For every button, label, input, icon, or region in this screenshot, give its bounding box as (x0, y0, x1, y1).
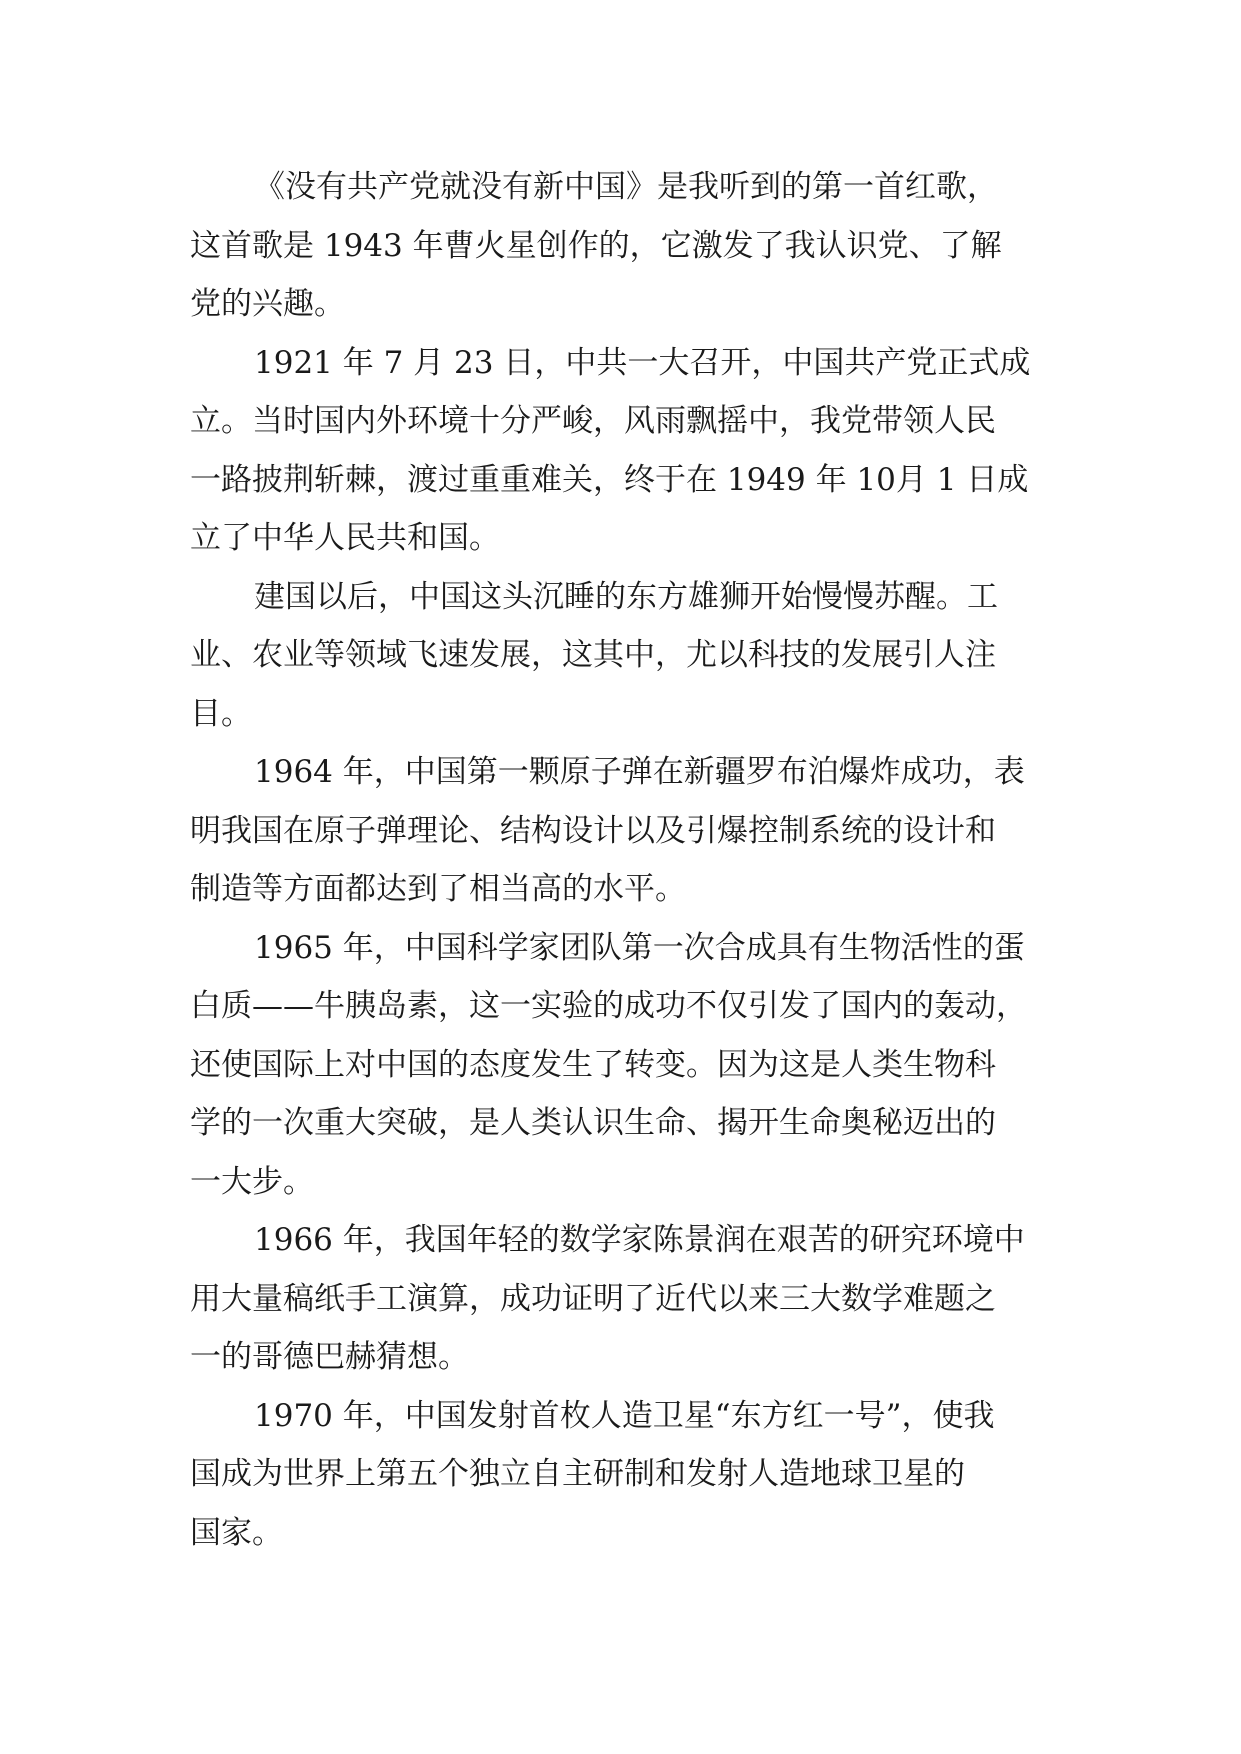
text-line: 一路披荆斩棘，渡过重重难关，终于在 1949 年 10月 1 日成 (190, 461, 1029, 498)
text-line: 制造等方面都达到了相当高的水平。 (190, 871, 686, 907)
paragraph (190, 743, 1052, 919)
text-line: 这首歌是 1943 年曹火星创作的，它激发了我认识党、了解 (190, 227, 1002, 264)
text-line: 1966 年，我国年轻的数学家陈景润在艰苦的研究环境中 (254, 1222, 1025, 1258)
paragraph (190, 1387, 1052, 1563)
text-line: 还使国际上对中国的态度发生了转变。因为这是人类生物科 (190, 1046, 996, 1083)
paragraph (190, 334, 1052, 568)
text-line: 建国以后，中国这头沉睡的东方雄狮开始慢慢苏醒。工 (254, 578, 998, 615)
paragraph (190, 158, 1052, 334)
paragraph (190, 568, 1052, 744)
text-line: 国家。 (190, 1514, 283, 1551)
text-line: 《没有共产党就没有新中国》是我听到的第一首红歌， (254, 169, 998, 205)
text-line: 白质——牛胰岛素，这一实验的成功不仅引发了国内的轰动， (190, 988, 1027, 1024)
text-line: 1921 年 7 月 23 日，中共一大召开，中国共产党正式成 (254, 344, 1031, 381)
text-line: 一大步。 (190, 1163, 314, 1200)
text-line: 学的一次重大突破，是人类认识生命、揭开生命奥秘迈出的 (190, 1105, 996, 1141)
text-line: 国成为世界上第五个独立自主研制和发射人造地球卫星的 (190, 1456, 965, 1492)
text-line: 立了中华人民共和国。 (190, 520, 500, 556)
text-line: 一的哥德巴赫猜想。 (190, 1339, 469, 1375)
paragraph (190, 1211, 1052, 1387)
text-line: 1964 年，中国第一颗原子弹在新疆罗布泊爆炸成功，表 (254, 754, 1025, 790)
text-line: 1970 年，中国发射首枚人造卫星“东方红一号”，使我 (254, 1397, 995, 1434)
text-line: 业、农业等领域飞速发展，这其中，尤以科技的发展引人注 (190, 637, 996, 673)
text-line: 党的兴趣。 (190, 286, 345, 322)
text-line: 1965 年，中国科学家团队第一次合成具有生物活性的蛋 (254, 929, 1025, 966)
text-line: 明我国在原子弹理论、结构设计以及引爆控制系统的设计和 (190, 812, 996, 849)
text-line: 目。 (190, 695, 252, 732)
text-line: 立。当时国内外环境十分严峻，风雨飘摇中，我党带领人民 (190, 403, 996, 439)
paragraph (190, 919, 1052, 1212)
text-line: 用大量稿纸手工演算，成功证明了近代以来三大数学难题之 (190, 1280, 996, 1317)
document-body (190, 158, 1052, 1562)
